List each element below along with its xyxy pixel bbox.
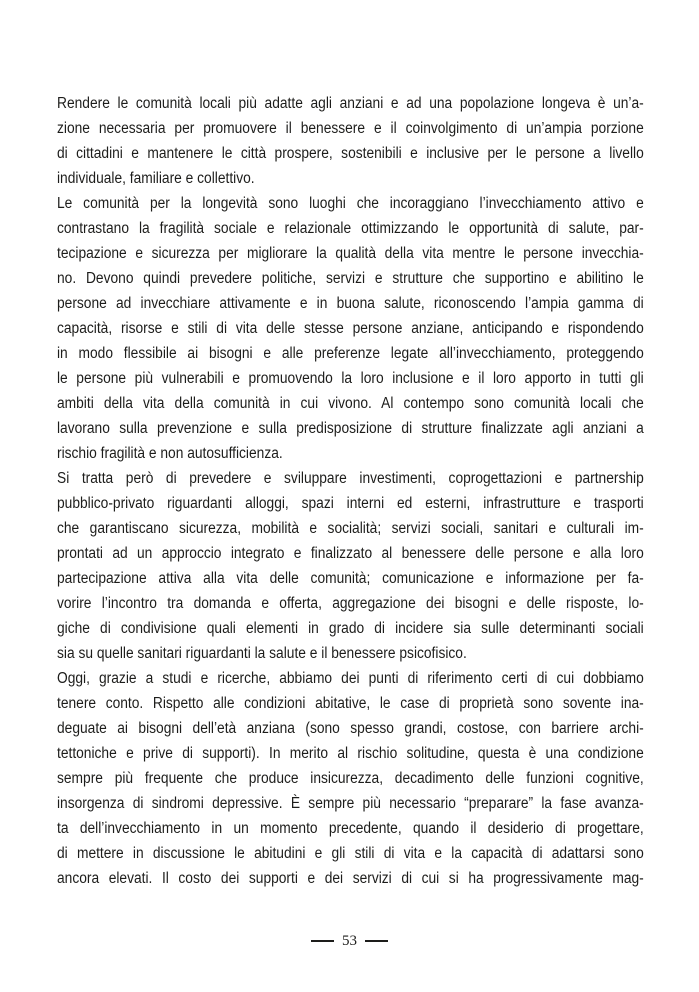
text-line: tecipazione e sicurezza per migliorare la qualità della vita mentre le persone invecchia- <box>57 245 644 262</box>
text-line: partecipazione attiva alla vita delle comunità; comunicazione e informazione per fa- <box>57 570 644 587</box>
text-line: di mettere in discussione le abitudini e gli stili di vita e la capacità di adattarsi sono <box>57 845 644 862</box>
text-line: persone ad invecchiare attivamente e in buona salute, riconoscendo l’ampia gamma di <box>57 295 644 312</box>
paragraph <box>57 666 644 891</box>
footer-rule-right <box>365 940 388 942</box>
text-line: lavorano sulla prevenzione e sulla predisposizione di strutture finalizzate agli anziani a <box>57 420 644 437</box>
text-line: Le comunità per la longevità sono luoghi che incoraggiano l’invecchiamento attivo e <box>57 195 644 212</box>
text-line: tettoniche e prive di supporti). In merito al rischio solitudine, questa è una condizione <box>57 745 644 762</box>
text-line: prontati ad un approccio integrato e finalizzato al benessere delle persone e alla loro <box>57 545 644 562</box>
text-line: giche di condivisione quali elementi in grado di incidere sia sulle determinanti sociali <box>57 620 644 637</box>
text-line: sempre più frequente che produce insicurezza, decadimento delle funzioni cognitive, <box>57 770 644 787</box>
text-line: di cittadini e mantenere le città prospere, sostenibili e inclusive per le persone a livello <box>57 145 644 162</box>
paragraph <box>57 466 644 666</box>
text-line: ambiti della vita della comunità in cui vivono. Al contempo sono comunità locali che <box>57 395 644 412</box>
text-line: sia su quelle sanitari riguardanti la salute e il benessere psicofisico. <box>57 645 467 662</box>
text-line: vorire l’incontro tra domanda e offerta, aggregazione dei bisogni e delle risposte, lo- <box>57 595 644 612</box>
text-line: ancora elevati. Il costo dei supporti e dei servizi di cui si ha progressivamente mag- <box>57 870 644 887</box>
text-line: contrastano la fragilità sociale e relazionale ottimizzando le opportunità di salute, par- <box>57 220 644 237</box>
text-line: individuale, familiare e collettivo. <box>57 170 255 187</box>
body-text <box>57 91 644 891</box>
paragraph <box>57 191 644 466</box>
text-line: capacità, risorse e stili di vita delle stesse persone anziane, anticipando e rispondendo <box>57 320 644 337</box>
footer-rule-left <box>311 940 334 942</box>
text-line: tenere conto. Rispetto alle condizioni abitative, le case di proprietà sono sovente ina- <box>57 695 644 712</box>
text-line: insorgenza di sindromi depressive. È sempre più necessario “preparare” la fase avanza- <box>57 795 644 812</box>
text-line: deguate ai bisogni dell’età anziana (sono spesso grandi, costose, con barriere archi- <box>57 720 644 737</box>
text-line: no. Devono quindi prevedere politiche, servizi e strutture che supportino e abilitino le <box>57 270 644 287</box>
text-line: Si tratta però di prevedere e sviluppare investimenti, coprogettazioni e partnership <box>57 470 644 487</box>
page-footer <box>0 931 699 951</box>
page-number: 53 <box>342 933 357 949</box>
text-line: Oggi, grazie a studi e ricerche, abbiamo dei punti di riferimento certi di cui dobbiamo <box>57 670 644 687</box>
text-line: zione necessaria per promuovere il benessere e il coinvolgimento di un’ampia porzione <box>57 120 644 137</box>
text-line: che garantiscano sicurezza, mobilità e socialità; servizi sociali, sanitari e culturali im- <box>57 520 644 537</box>
text-line: ta dell’invecchiamento in un momento precedente, quando il desiderio di progettare, <box>57 820 644 837</box>
text-line: pubblico-privato riguardanti alloggi, spazi interni ed esterni, infrastrutture e trasporti <box>57 495 644 512</box>
paragraph <box>57 91 644 191</box>
text-line: in modo flessibile ai bisogni e alle preferenze legate all’invecchiamento, proteggendo <box>57 345 644 362</box>
text-line: rischio fragilità e non autosufficienza. <box>57 445 283 462</box>
text-line: Rendere le comunità locali più adatte agli anziani e ad una popolazione longeva è un’a- <box>57 95 644 112</box>
text-line: le persone più vulnerabili e promuovendo la loro inclusione e il loro apporto in tutti gli <box>57 370 644 387</box>
